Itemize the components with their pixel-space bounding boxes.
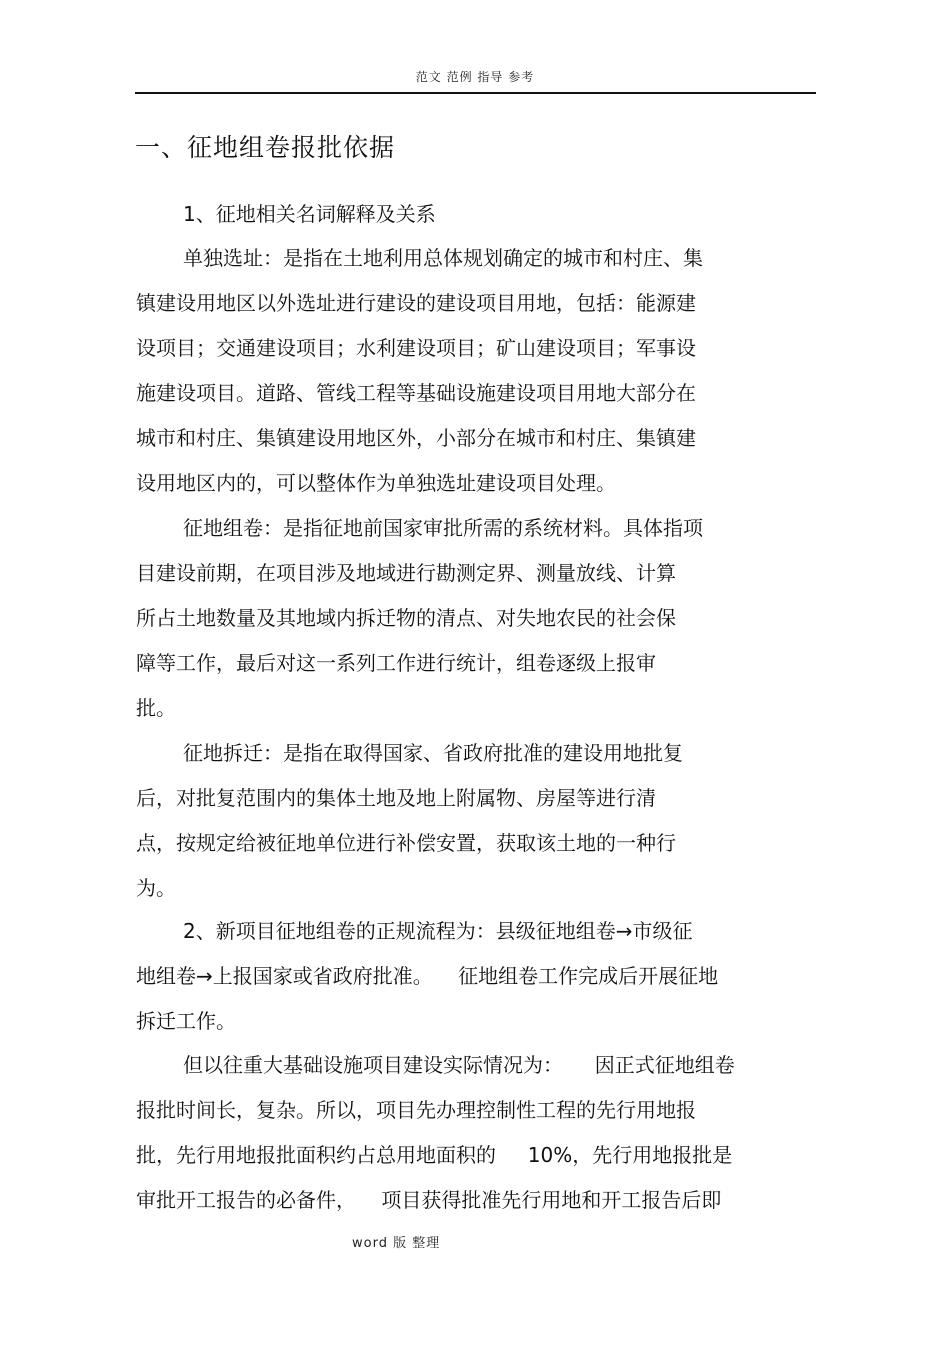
text-line: 报批时间长，复杂。所以，项目先办理控制性工程的先行用地报 [136,1098,696,1122]
text-line: 所占土地数量及其地域内拆迁物的清点、对失地农民的社会保 [136,606,676,630]
page-header: 范文 范例 指导 参考 [415,70,535,84]
text-line: 施建设项目。道路、管线工程等基础设施建设项目用地大部分在 [136,381,696,405]
text-line: 设项目；交通建设项目；水利建设项目；矿山建设项目；军事设 [136,336,696,360]
text-line: 为。 [136,876,176,900]
text-line: 地组卷→上报国家或省政府批准。 征地组卷工作完成后开展征地 [136,964,719,988]
text-line: 征地拆迁：是指在取得国家、省政府批准的建设用地批复 [183,741,683,765]
text-line: 后，对批复范围内的集体土地及地上附属物、房屋等进行清 [136,786,656,810]
text-line: 征地组卷：是指征地前国家审批所需的系统材料。具体指项 [183,516,703,540]
header-divider [135,92,816,94]
text-line: 批。 [136,696,176,720]
text-line: 审批开工报告的必备件， 项目获得批准先行用地和开工报告后即 [136,1188,722,1212]
text-line: 目建设前期，在项目涉及地域进行勘测定界、测量放线、计算 [136,561,676,585]
text-line: 障等工作，最后对这一系列工作进行统计，组卷逐级上报审 [136,651,656,675]
text-line: 城市和村庄、集镇建设用地区外，小部分在城市和村庄、集镇建 [136,426,696,450]
text-line: 镇建设用地区以外选址进行建设的建设项目用地，包括：能源建 [136,291,696,315]
text-line: 单独选址：是指在土地利用总体规划确定的城市和村庄、集 [183,246,703,270]
text-line: 点，按规定给被征地单位进行补偿安置，获取该土地的一种行 [136,831,676,855]
page-footer: word 版 整理 [352,1236,441,1251]
text-line: 设用地区内的，可以整体作为单独选址建设项目处理。 [136,471,616,495]
section-heading: 一、征地组卷报批依据 [135,133,396,162]
text-line: 拆迁工作。 [136,1009,236,1033]
text-line: 2、新项目征地组卷的正规流程为：县级征地组卷→市级征 [183,919,693,943]
text-line: 但以往重大基础设施项目建设实际情况为： 因正式征地组卷 [183,1053,735,1077]
text-line: 1、征地相关名词解释及关系 [183,202,436,226]
text-line: 批，先行用地报批面积约占总用地面积的 10%，先行用地报批是 [136,1143,733,1167]
